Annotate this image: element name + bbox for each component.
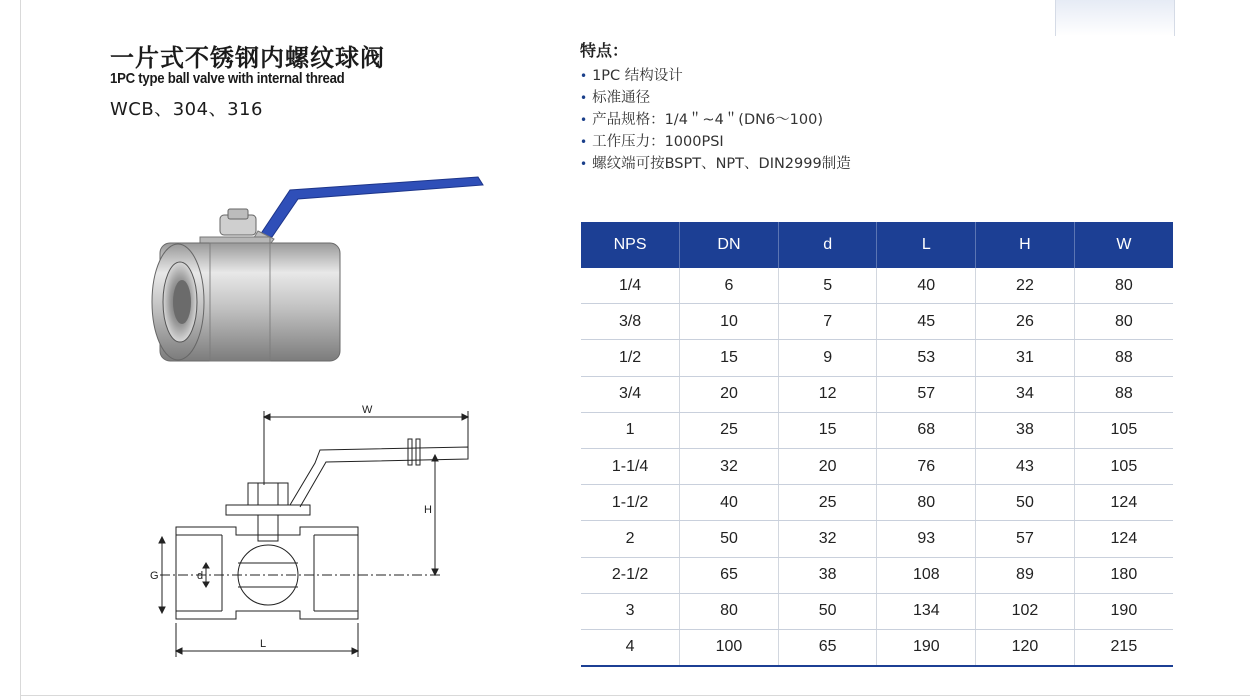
- cell-d: 38: [778, 557, 877, 593]
- bullet-icon: •: [580, 113, 588, 127]
- cell-l: 190: [877, 629, 976, 666]
- col-header-h: H: [976, 222, 1075, 268]
- table-row: [581, 629, 1173, 666]
- feature-text: 产品规格：1/4＂~4＂(DN6～100): [592, 112, 824, 128]
- cell-l: 40: [877, 268, 976, 304]
- cell-d: 25: [778, 485, 877, 521]
- table-body: [581, 268, 1173, 666]
- table-row: [581, 557, 1173, 593]
- feature-text: 1PC 结构设计: [592, 68, 683, 84]
- cell-d: 50: [778, 593, 877, 629]
- cell-w: 80: [1074, 268, 1173, 304]
- cell-w: 105: [1074, 448, 1173, 484]
- cell-nps: 2-1/2: [581, 557, 680, 593]
- cell-l: 57: [877, 376, 976, 412]
- cell-dn: 6: [680, 268, 779, 304]
- table-header-row: [581, 222, 1173, 268]
- cell-w: 180: [1074, 557, 1173, 593]
- col-header-nps: NPS: [581, 222, 680, 268]
- cell-d: 20: [778, 448, 877, 484]
- cell-l: 80: [877, 485, 976, 521]
- cell-h: 22: [976, 268, 1075, 304]
- bullet-icon: •: [580, 69, 588, 83]
- cell-d: 65: [778, 629, 877, 666]
- cell-nps: 1: [581, 412, 680, 448]
- cell-dn: 100: [680, 629, 779, 666]
- cell-h: 102: [976, 593, 1075, 629]
- cell-w: 88: [1074, 340, 1173, 376]
- cell-w: 215: [1074, 629, 1173, 666]
- cell-h: 38: [976, 412, 1075, 448]
- valve-photo: [140, 165, 490, 375]
- cell-h: 43: [976, 448, 1075, 484]
- cell-w: 190: [1074, 593, 1173, 629]
- table-row: [581, 304, 1173, 340]
- cell-h: 31: [976, 340, 1075, 376]
- table-row: [581, 412, 1173, 448]
- table-row: [581, 268, 1173, 304]
- feature-item: [580, 87, 851, 109]
- dim-label-w: W: [362, 404, 373, 416]
- top-tab: [1055, 0, 1175, 36]
- col-header-d: d: [778, 222, 877, 268]
- cell-w: 124: [1074, 485, 1173, 521]
- cell-nps: 1-1/2: [581, 485, 680, 521]
- product-title-en: 1PC type ball valve with internal thread: [110, 70, 345, 87]
- cell-nps: 1/4: [581, 268, 680, 304]
- cell-l: 68: [877, 412, 976, 448]
- feature-text: 工作压力：1000PSI: [592, 134, 724, 150]
- cell-d: 32: [778, 521, 877, 557]
- cell-dn: 40: [680, 485, 779, 521]
- feature-item: [580, 131, 851, 153]
- product-materials: WCB、304、316: [110, 99, 263, 120]
- table-row: [581, 593, 1173, 629]
- cell-w: 105: [1074, 412, 1173, 448]
- col-header-w: W: [1074, 222, 1173, 268]
- feature-text: 标准通径: [592, 90, 651, 106]
- cell-d: 5: [778, 268, 877, 304]
- features-heading: 特点：: [580, 41, 629, 60]
- bottom-border: [20, 695, 1250, 696]
- cell-nps: 1-1/4: [581, 448, 680, 484]
- cell-l: 53: [877, 340, 976, 376]
- cell-h: 89: [976, 557, 1075, 593]
- table-row: [581, 340, 1173, 376]
- col-header-dn: DN: [680, 222, 779, 268]
- cell-d: 7: [778, 304, 877, 340]
- cell-h: 57: [976, 521, 1075, 557]
- feature-item: [580, 65, 851, 87]
- table-row: [581, 521, 1173, 557]
- cell-dn: 15: [680, 340, 779, 376]
- feature-item: [580, 153, 851, 175]
- bullet-icon: •: [580, 135, 588, 149]
- cell-dn: 25: [680, 412, 779, 448]
- cell-l: 93: [877, 521, 976, 557]
- cell-dn: 50: [680, 521, 779, 557]
- left-border: [20, 0, 21, 700]
- table-row: [581, 376, 1173, 412]
- cell-nps: 1/2: [581, 340, 680, 376]
- dim-label-g: G: [150, 570, 159, 582]
- cell-nps: 3/4: [581, 376, 680, 412]
- cell-w: 80: [1074, 304, 1173, 340]
- dim-label-d: d: [197, 570, 204, 582]
- cell-h: 50: [976, 485, 1075, 521]
- valve-technical-drawing: [140, 395, 490, 665]
- cell-nps: 3/8: [581, 304, 680, 340]
- cell-l: 134: [877, 593, 976, 629]
- col-header-l: L: [877, 222, 976, 268]
- cell-d: 15: [778, 412, 877, 448]
- feature-item: [580, 109, 851, 131]
- cell-dn: 10: [680, 304, 779, 340]
- bullet-icon: •: [580, 157, 588, 171]
- feature-text: 螺纹端可按BSPT、NPT、DIN2999制造: [592, 156, 851, 172]
- table-row: [581, 485, 1173, 521]
- cell-l: 76: [877, 448, 976, 484]
- cell-l: 45: [877, 304, 976, 340]
- cell-w: 88: [1074, 376, 1173, 412]
- cell-h: 26: [976, 304, 1075, 340]
- dim-label-l: L: [260, 638, 267, 650]
- spec-table: [581, 222, 1173, 667]
- cell-dn: 32: [680, 448, 779, 484]
- features-section: [580, 38, 851, 175]
- cell-dn: 20: [680, 376, 779, 412]
- product-title-cn: 一片式不锈钢内螺纹球阀: [110, 44, 385, 72]
- cell-h: 120: [976, 629, 1075, 666]
- cell-l: 108: [877, 557, 976, 593]
- features-list: [580, 65, 851, 175]
- cell-d: 9: [778, 340, 877, 376]
- cell-nps: 4: [581, 629, 680, 666]
- cell-w: 124: [1074, 521, 1173, 557]
- cell-nps: 3: [581, 593, 680, 629]
- bullet-icon: •: [580, 91, 588, 105]
- cell-d: 12: [778, 376, 877, 412]
- table-row: [581, 448, 1173, 484]
- cell-h: 34: [976, 376, 1075, 412]
- dim-label-h: H: [424, 504, 432, 516]
- cell-dn: 65: [680, 557, 779, 593]
- cell-dn: 80: [680, 593, 779, 629]
- cell-nps: 2: [581, 521, 680, 557]
